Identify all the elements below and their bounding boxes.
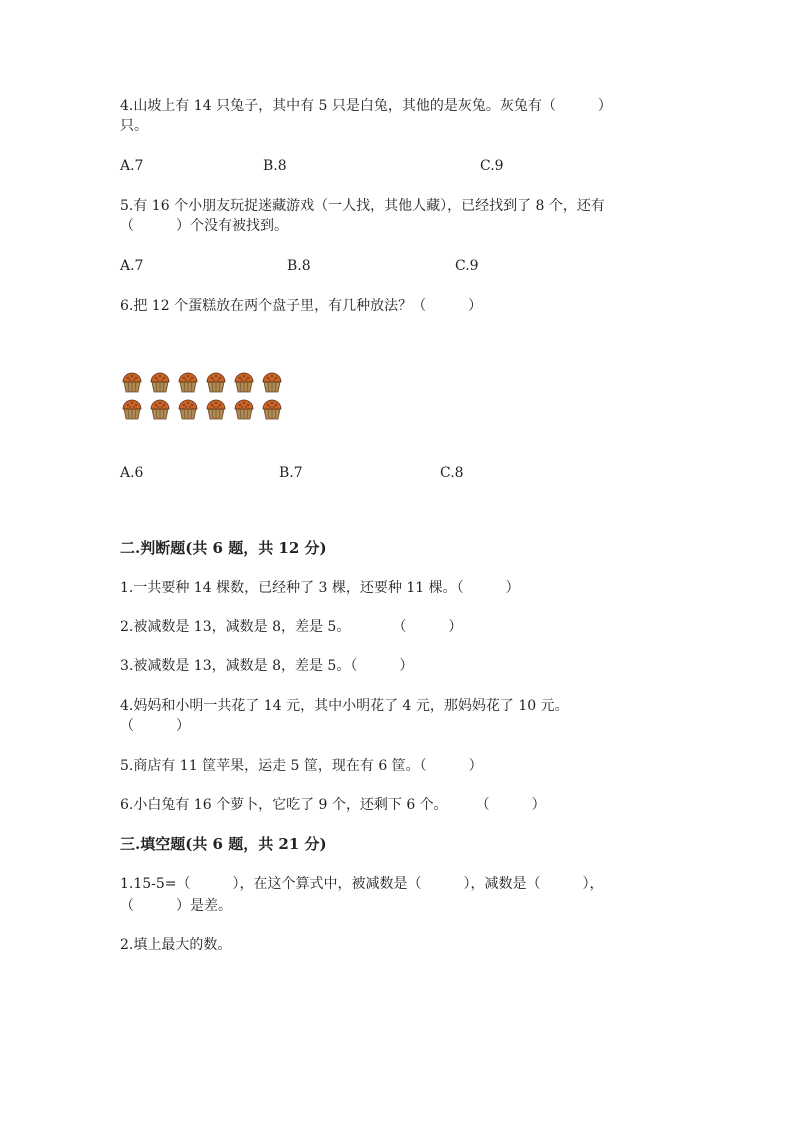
question-5-option-a: A.7 — [120, 258, 144, 274]
question-4-option-c: C.9 — [480, 158, 504, 174]
question-6-line-1: 6.把 12 个蛋糕放在两个盘子里，有几种放法？（ ） — [120, 298, 483, 314]
cake-row — [120, 397, 290, 421]
question-5-option-b: B.8 — [287, 258, 311, 274]
judge-item-4-line-1: 4.妈妈和小明一共花了 14 元，其中小明花了 4 元，那妈妈花了 10 元。 — [120, 698, 569, 714]
cupcake-icon — [120, 397, 144, 421]
question-6-option-c: C.8 — [440, 465, 464, 481]
judge-item-5: 5.商店有 11 筐苹果，运走 5 筐，现在有 6 筐。（ ） — [120, 758, 483, 774]
cupcake-icon — [148, 397, 172, 421]
judge-item-6: 6.小白兔有 16 个萝卜，它吃了 9 个，还剩下 6 个。 （ ） — [120, 797, 546, 813]
cupcake-icon — [260, 397, 284, 421]
cake-row — [120, 370, 290, 394]
fill-item-1-line-1: 1.15-5=（ ），在这个算式中，被减数是（ ），减数是（ ）， — [120, 876, 604, 892]
judge-item-3: 3.被减数是 13，减数是 8，差是 5。（ ） — [120, 658, 414, 674]
cupcake-icon — [120, 370, 144, 394]
judge-section-title: 二.判断题(共 6 题，共 12 分) — [120, 539, 327, 557]
fill-section-title: 三.填空题(共 6 题，共 21 分) — [120, 835, 327, 853]
question-5-line-1: 5.有 16 个小朋友玩捉迷藏游戏（一人找，其他人藏），已经找到了 8 个，还有 — [120, 198, 605, 214]
cupcake-icon — [204, 397, 228, 421]
question-5-line-2: （ ）个没有被找到。 — [120, 218, 288, 234]
question-4-line-2: 只。 — [120, 118, 148, 134]
judge-item-4-line-2: （ ） — [120, 718, 190, 734]
cupcake-icon — [260, 370, 284, 394]
question-6-option-a: A.6 — [120, 465, 144, 481]
question-4-option-b: B.8 — [263, 158, 287, 174]
cupcake-icon — [176, 370, 200, 394]
fill-item-1-line-2: （ ）是差。 — [120, 898, 232, 914]
cupcake-icon — [204, 370, 228, 394]
question-4-line-1: 4.山坡上有 14 只兔子，其中有 5 只是白兔，其他的是灰兔。灰兔有（ ） — [120, 98, 612, 114]
cupcake-icon — [148, 370, 172, 394]
cake-illustration — [120, 370, 290, 424]
cupcake-icon — [232, 370, 256, 394]
question-6-option-b: B.7 — [279, 465, 303, 481]
judge-item-1: 1.一共要种 14 棵数，已经种了 3 棵，还要种 11 棵。（ ） — [120, 580, 520, 596]
fill-item-2: 2.填上最大的数。 — [120, 937, 232, 953]
question-4-option-a: A.7 — [120, 158, 144, 174]
cupcake-icon — [176, 397, 200, 421]
judge-item-2: 2.被减数是 13，减数是 8，差是 5。 （ ） — [120, 619, 463, 635]
question-5-option-c: C.9 — [455, 258, 479, 274]
cupcake-icon — [232, 397, 256, 421]
